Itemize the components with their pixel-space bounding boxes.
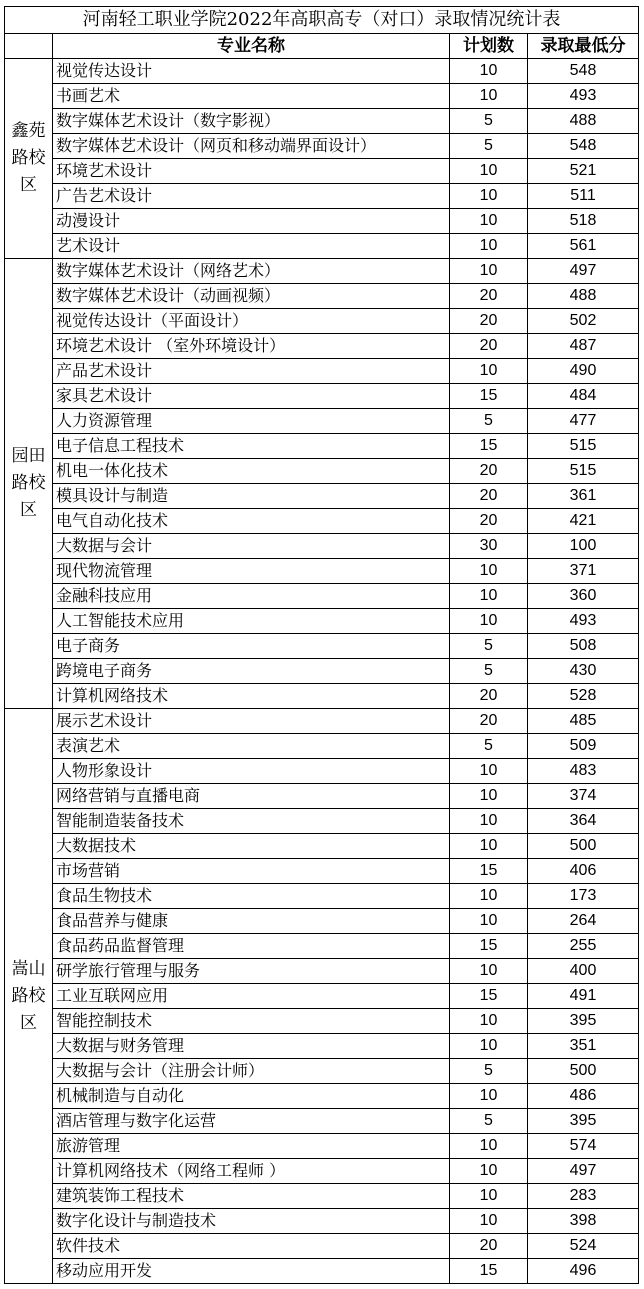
table-row xyxy=(5,1159,639,1184)
min-score-cell: 374 xyxy=(528,784,639,809)
table-row xyxy=(5,134,639,159)
header-major: 专业名称 xyxy=(53,34,450,59)
header-row xyxy=(5,34,639,59)
plan-count-cell: 10 xyxy=(450,234,528,259)
table-row xyxy=(5,609,639,634)
major-name-cell: 跨境电子商务 xyxy=(53,659,450,684)
table-row xyxy=(5,559,639,584)
plan-count-cell: 20 xyxy=(450,334,528,359)
min-score-cell: 364 xyxy=(528,809,639,834)
min-score-cell: 502 xyxy=(528,309,639,334)
plan-count-cell: 10 xyxy=(450,834,528,859)
table-row xyxy=(5,434,639,459)
plan-count-cell: 5 xyxy=(450,1109,528,1134)
major-name-cell: 数字媒体艺术设计（动画视频） xyxy=(53,284,450,309)
min-score-cell: 484 xyxy=(528,384,639,409)
plan-count-cell: 10 xyxy=(450,1009,528,1034)
plan-count-cell: 10 xyxy=(450,359,528,384)
table-row xyxy=(5,309,639,334)
major-name-cell: 大数据技术 xyxy=(53,834,450,859)
min-score-cell: 508 xyxy=(528,634,639,659)
plan-count-cell: 15 xyxy=(450,384,528,409)
header-score: 录取最低分 xyxy=(528,34,639,59)
table-row xyxy=(5,459,639,484)
table-row xyxy=(5,959,639,984)
major-name-cell: 食品营养与健康 xyxy=(53,909,450,934)
min-score-cell: 524 xyxy=(528,1234,639,1259)
admission-table-wrapper xyxy=(4,6,639,1284)
table-row xyxy=(5,634,639,659)
table-row xyxy=(5,709,639,734)
table-row xyxy=(5,1209,639,1234)
plan-count-cell: 15 xyxy=(450,859,528,884)
table-row xyxy=(5,484,639,509)
header-plan: 计划数 xyxy=(450,34,528,59)
campus-name-cell: 嵩山路校区 xyxy=(5,709,53,1284)
major-name-cell: 研学旅行管理与服务 xyxy=(53,959,450,984)
major-name-cell: 金融科技应用 xyxy=(53,584,450,609)
table-row xyxy=(5,184,639,209)
title-row xyxy=(5,7,639,34)
major-name-cell: 展示艺术设计 xyxy=(53,709,450,734)
table-row xyxy=(5,534,639,559)
table-row xyxy=(5,659,639,684)
min-score-cell: 488 xyxy=(528,284,639,309)
header-campus xyxy=(5,34,53,59)
major-name-cell: 数字媒体艺术设计（数字影视） xyxy=(53,109,450,134)
plan-count-cell: 5 xyxy=(450,409,528,434)
table-body xyxy=(5,59,639,1284)
plan-count-cell: 10 xyxy=(450,1084,528,1109)
table-row xyxy=(5,809,639,834)
major-name-cell: 食品生物技术 xyxy=(53,884,450,909)
major-name-cell: 产品艺术设计 xyxy=(53,359,450,384)
plan-count-cell: 20 xyxy=(450,509,528,534)
table-row xyxy=(5,784,639,809)
major-name-cell: 食品药品监督管理 xyxy=(53,934,450,959)
min-score-cell: 487 xyxy=(528,334,639,359)
table-row xyxy=(5,834,639,859)
plan-count-cell: 10 xyxy=(450,809,528,834)
min-score-cell: 561 xyxy=(528,234,639,259)
plan-count-cell: 10 xyxy=(450,909,528,934)
plan-count-cell: 10 xyxy=(450,759,528,784)
table-row xyxy=(5,1084,639,1109)
table-row xyxy=(5,209,639,234)
min-score-cell: 351 xyxy=(528,1034,639,1059)
plan-count-cell: 15 xyxy=(450,934,528,959)
table-row xyxy=(5,509,639,534)
major-name-cell: 大数据与财务管理 xyxy=(53,1034,450,1059)
campus-name-cell: 鑫苑路校区 xyxy=(5,59,53,259)
major-name-cell: 大数据与会计（注册会计师） xyxy=(53,1059,450,1084)
plan-count-cell: 30 xyxy=(450,534,528,559)
major-name-cell: 数字媒体艺术设计（网页和移动端界面设计） xyxy=(53,134,450,159)
plan-count-cell: 10 xyxy=(450,609,528,634)
table-row xyxy=(5,1259,639,1284)
table-row xyxy=(5,584,639,609)
plan-count-cell: 10 xyxy=(450,784,528,809)
plan-count-cell: 5 xyxy=(450,1059,528,1084)
major-name-cell: 表演艺术 xyxy=(53,734,450,759)
min-score-cell: 548 xyxy=(528,134,639,159)
plan-count-cell: 10 xyxy=(450,884,528,909)
min-score-cell: 485 xyxy=(528,709,639,734)
plan-count-cell: 10 xyxy=(450,959,528,984)
major-name-cell: 机电一体化技术 xyxy=(53,459,450,484)
major-name-cell: 视觉传达设计（平面设计） xyxy=(53,309,450,334)
plan-count-cell: 5 xyxy=(450,734,528,759)
table-row xyxy=(5,1134,639,1159)
min-score-cell: 361 xyxy=(528,484,639,509)
table-row xyxy=(5,1034,639,1059)
table-row xyxy=(5,409,639,434)
min-score-cell: 400 xyxy=(528,959,639,984)
min-score-cell: 488 xyxy=(528,109,639,134)
min-score-cell: 395 xyxy=(528,1009,639,1034)
plan-count-cell: 10 xyxy=(450,259,528,284)
min-score-cell: 255 xyxy=(528,934,639,959)
plan-count-cell: 10 xyxy=(450,59,528,84)
admission-table xyxy=(4,6,639,1284)
plan-count-cell: 5 xyxy=(450,109,528,134)
min-score-cell: 521 xyxy=(528,159,639,184)
min-score-cell: 509 xyxy=(528,734,639,759)
major-name-cell: 计算机网络技术（网络工程师 ） xyxy=(53,1159,450,1184)
major-name-cell: 数字媒体艺术设计（网络艺术） xyxy=(53,259,450,284)
major-name-cell: 电气自动化技术 xyxy=(53,509,450,534)
major-name-cell: 模具设计与制造 xyxy=(53,484,450,509)
min-score-cell: 500 xyxy=(528,834,639,859)
major-name-cell: 智能制造装备技术 xyxy=(53,809,450,834)
plan-count-cell: 10 xyxy=(450,1209,528,1234)
plan-count-cell: 10 xyxy=(450,84,528,109)
major-name-cell: 建筑装饰工程技术 xyxy=(53,1184,450,1209)
major-name-cell: 电子商务 xyxy=(53,634,450,659)
table-row xyxy=(5,359,639,384)
plan-count-cell: 20 xyxy=(450,284,528,309)
min-score-cell: 574 xyxy=(528,1134,639,1159)
major-name-cell: 人力资源管理 xyxy=(53,409,450,434)
min-score-cell: 490 xyxy=(528,359,639,384)
major-name-cell: 市场营销 xyxy=(53,859,450,884)
plan-count-cell: 5 xyxy=(450,134,528,159)
table-row xyxy=(5,1059,639,1084)
plan-count-cell: 20 xyxy=(450,684,528,709)
min-score-cell: 548 xyxy=(528,59,639,84)
plan-count-cell: 15 xyxy=(450,434,528,459)
min-score-cell: 430 xyxy=(528,659,639,684)
min-score-cell: 515 xyxy=(528,459,639,484)
table-title: 河南轻工职业学院2022年高职高专（对口）录取情况统计表 xyxy=(5,7,639,34)
min-score-cell: 406 xyxy=(528,859,639,884)
major-name-cell: 视觉传达设计 xyxy=(53,59,450,84)
table-row xyxy=(5,259,639,284)
min-score-cell: 515 xyxy=(528,434,639,459)
table-row xyxy=(5,59,639,84)
table-row xyxy=(5,909,639,934)
min-score-cell: 528 xyxy=(528,684,639,709)
table-row xyxy=(5,684,639,709)
major-name-cell: 计算机网络技术 xyxy=(53,684,450,709)
major-name-cell: 旅游管理 xyxy=(53,1134,450,1159)
plan-count-cell: 10 xyxy=(450,559,528,584)
table-row xyxy=(5,759,639,784)
plan-count-cell: 5 xyxy=(450,634,528,659)
table-row xyxy=(5,1109,639,1134)
min-score-cell: 395 xyxy=(528,1109,639,1134)
min-score-cell: 491 xyxy=(528,984,639,1009)
table-row xyxy=(5,1184,639,1209)
table-row xyxy=(5,234,639,259)
plan-count-cell: 15 xyxy=(450,1259,528,1284)
major-name-cell: 电子信息工程技术 xyxy=(53,434,450,459)
table-row xyxy=(5,284,639,309)
major-name-cell: 大数据与会计 xyxy=(53,534,450,559)
major-name-cell: 广告艺术设计 xyxy=(53,184,450,209)
campus-name-cell: 园田路校区 xyxy=(5,259,53,709)
min-score-cell: 496 xyxy=(528,1259,639,1284)
table-row xyxy=(5,984,639,1009)
min-score-cell: 486 xyxy=(528,1084,639,1109)
min-score-cell: 360 xyxy=(528,584,639,609)
min-score-cell: 421 xyxy=(528,509,639,534)
major-name-cell: 软件技术 xyxy=(53,1234,450,1259)
table-row xyxy=(5,1009,639,1034)
major-name-cell: 现代物流管理 xyxy=(53,559,450,584)
min-score-cell: 518 xyxy=(528,209,639,234)
major-name-cell: 机械制造与自动化 xyxy=(53,1084,450,1109)
plan-count-cell: 10 xyxy=(450,1159,528,1184)
plan-count-cell: 10 xyxy=(450,1134,528,1159)
major-name-cell: 人物形象设计 xyxy=(53,759,450,784)
table-row xyxy=(5,334,639,359)
major-name-cell: 移动应用开发 xyxy=(53,1259,450,1284)
major-name-cell: 酒店管理与数字化运营 xyxy=(53,1109,450,1134)
table-row xyxy=(5,884,639,909)
major-name-cell: 书画艺术 xyxy=(53,84,450,109)
plan-count-cell: 10 xyxy=(450,209,528,234)
min-score-cell: 493 xyxy=(528,609,639,634)
min-score-cell: 100 xyxy=(528,534,639,559)
min-score-cell: 398 xyxy=(528,1209,639,1234)
table-row xyxy=(5,934,639,959)
table-row xyxy=(5,1234,639,1259)
table-row xyxy=(5,859,639,884)
min-score-cell: 497 xyxy=(528,259,639,284)
major-name-cell: 智能控制技术 xyxy=(53,1009,450,1034)
table-row xyxy=(5,159,639,184)
table-row xyxy=(5,109,639,134)
plan-count-cell: 10 xyxy=(450,584,528,609)
plan-count-cell: 10 xyxy=(450,1184,528,1209)
major-name-cell: 环境艺术设计 xyxy=(53,159,450,184)
plan-count-cell: 5 xyxy=(450,659,528,684)
plan-count-cell: 20 xyxy=(450,709,528,734)
plan-count-cell: 20 xyxy=(450,459,528,484)
major-name-cell: 数字化设计与制造技术 xyxy=(53,1209,450,1234)
plan-count-cell: 10 xyxy=(450,184,528,209)
min-score-cell: 493 xyxy=(528,84,639,109)
table-row xyxy=(5,734,639,759)
table-row xyxy=(5,84,639,109)
major-name-cell: 网络营销与直播电商 xyxy=(53,784,450,809)
major-name-cell: 环境艺术设计 （室外环境设计） xyxy=(53,334,450,359)
major-name-cell: 家具艺术设计 xyxy=(53,384,450,409)
min-score-cell: 283 xyxy=(528,1184,639,1209)
major-name-cell: 动漫设计 xyxy=(53,209,450,234)
table-row xyxy=(5,384,639,409)
plan-count-cell: 20 xyxy=(450,309,528,334)
plan-count-cell: 10 xyxy=(450,1034,528,1059)
min-score-cell: 264 xyxy=(528,909,639,934)
min-score-cell: 511 xyxy=(528,184,639,209)
plan-count-cell: 10 xyxy=(450,159,528,184)
major-name-cell: 工业互联网应用 xyxy=(53,984,450,1009)
min-score-cell: 500 xyxy=(528,1059,639,1084)
min-score-cell: 477 xyxy=(528,409,639,434)
plan-count-cell: 15 xyxy=(450,984,528,1009)
major-name-cell: 艺术设计 xyxy=(53,234,450,259)
min-score-cell: 173 xyxy=(528,884,639,909)
plan-count-cell: 20 xyxy=(450,484,528,509)
plan-count-cell: 20 xyxy=(450,1234,528,1259)
min-score-cell: 497 xyxy=(528,1159,639,1184)
min-score-cell: 371 xyxy=(528,559,639,584)
major-name-cell: 人工智能技术应用 xyxy=(53,609,450,634)
min-score-cell: 483 xyxy=(528,759,639,784)
